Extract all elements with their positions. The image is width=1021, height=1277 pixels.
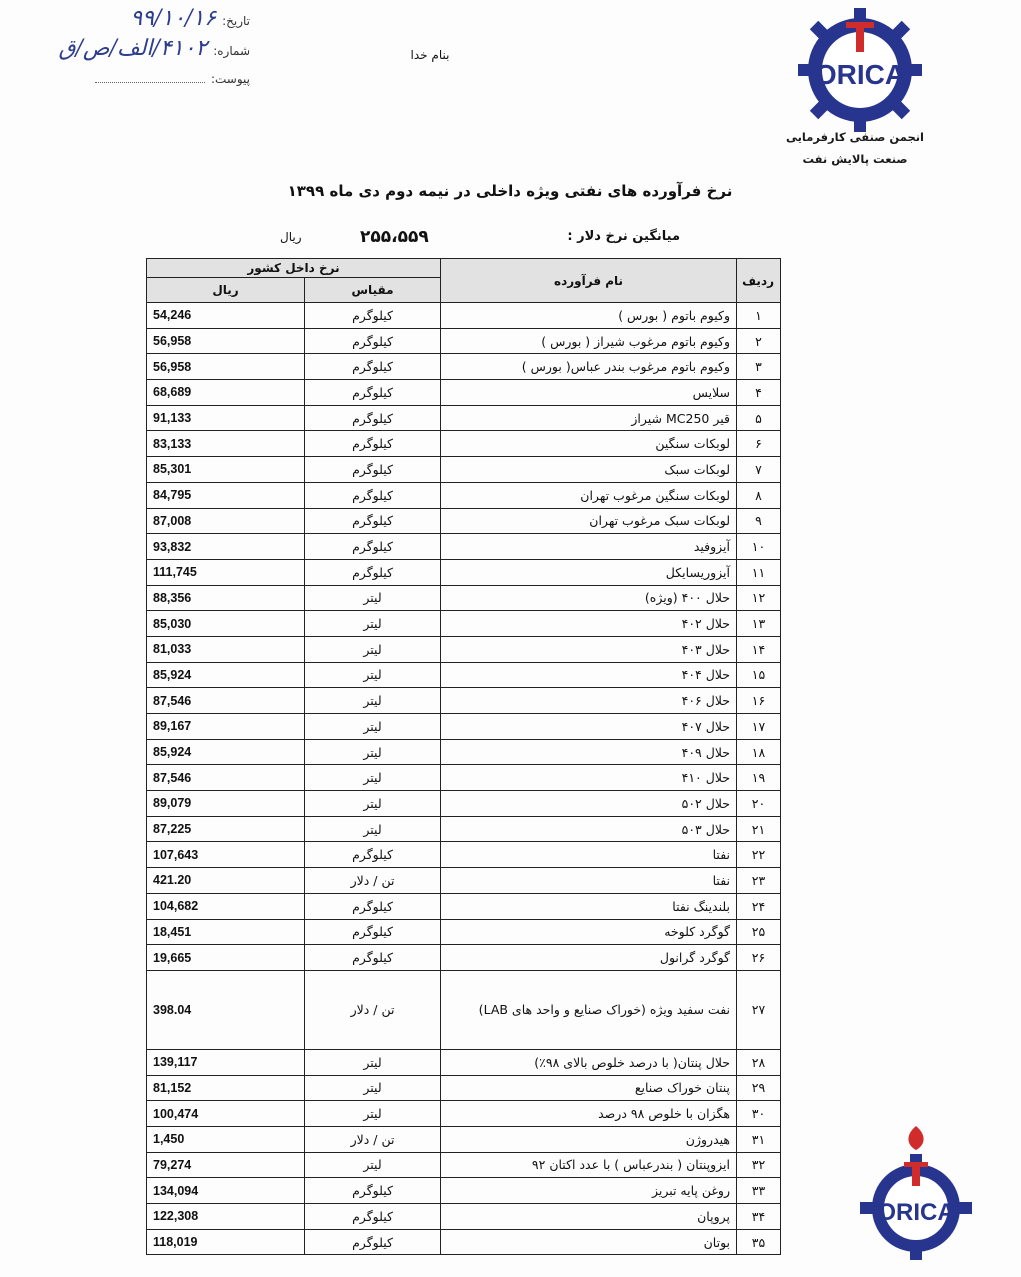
unit-cell: لیتر [305, 662, 441, 688]
row-number-cell: ۱۳ [737, 611, 781, 637]
product-name-cell: حلال پنتان( با درصد خلوص بالای ۹۸٪) [441, 1049, 737, 1075]
product-name-cell: حلال ۴۰۷ [441, 714, 737, 740]
product-name-cell: لوبکات سبک [441, 457, 737, 483]
table-row [147, 688, 781, 714]
price-cell: 85,301 [147, 457, 305, 483]
table-row [147, 303, 781, 329]
price-cell: 122,308 [147, 1204, 305, 1230]
date-row [130, 6, 250, 31]
product-name-cell: نفتا [441, 868, 737, 894]
product-name-cell: حلال ۴۱۰ [441, 765, 737, 791]
product-name-cell: بوتان [441, 1229, 737, 1255]
row-number-cell: ۲۲ [737, 842, 781, 868]
row-number-cell: ۱۲ [737, 585, 781, 611]
unit-cell: کیلوگرم [305, 1204, 441, 1230]
product-name-cell: حلال ۴۰۲ [441, 611, 737, 637]
table-row [147, 328, 781, 354]
unit-cell: لیتر [305, 739, 441, 765]
row-number-cell: ۲۵ [737, 919, 781, 945]
table-row [147, 970, 781, 1049]
table-row [147, 457, 781, 483]
table-row [147, 1229, 781, 1255]
price-cell: 83,133 [147, 431, 305, 457]
price-cell: 1,450 [147, 1126, 305, 1152]
price-cell: 91,133 [147, 405, 305, 431]
table-row [147, 1049, 781, 1075]
unit-cell: لیتر [305, 816, 441, 842]
product-name-cell: حلال ۵۰۳ [441, 816, 737, 842]
price-cell: 54,246 [147, 303, 305, 329]
unit-cell: کیلوگرم [305, 354, 441, 380]
document-title: نرخ فرآورده های نفتی ویژه داخلی در نیمه دوم دی ماه ۱۳۹۹ [287, 182, 733, 200]
row-number-cell: ۱۶ [737, 688, 781, 714]
letter-meta [20, 6, 250, 91]
table-row [147, 405, 781, 431]
row-number-cell: ۱۵ [737, 662, 781, 688]
table-row [147, 1101, 781, 1127]
row-number-cell: ۳۴ [737, 1204, 781, 1230]
product-name-cell: نفتا [441, 842, 737, 868]
price-table-body [147, 303, 781, 1255]
row-number-cell: ۱۰ [737, 534, 781, 560]
product-name-cell: ایزوپنتان ( بندرعباس ) با عدد اکتان ۹۲ [441, 1152, 737, 1178]
product-name-cell: نفت سفید ویژه (خوراک صنایع و واحد های LAB) [441, 970, 737, 1049]
price-cell: 81,152 [147, 1075, 305, 1101]
org-line-2: صنعت پالایش نفت [802, 152, 908, 166]
unit-cell: کیلوگرم [305, 508, 441, 534]
table-row [147, 816, 781, 842]
attachment-row [95, 72, 250, 86]
row-number-cell: ۲۶ [737, 945, 781, 971]
price-cell: 89,079 [147, 791, 305, 817]
table-row [147, 1178, 781, 1204]
row-number-cell: ۳۵ [737, 1229, 781, 1255]
price-cell: 19,665 [147, 945, 305, 971]
table-row [147, 945, 781, 971]
product-name-cell: حلال ۵۰۲ [441, 791, 737, 817]
price-cell: 85,924 [147, 739, 305, 765]
price-cell: 89,167 [147, 714, 305, 740]
price-cell: 87,546 [147, 688, 305, 714]
row-number-cell: ۲۰ [737, 791, 781, 817]
product-name-cell: هگزان با خلوص ۹۸ درصد [441, 1101, 737, 1127]
row-number-cell: ۸ [737, 482, 781, 508]
table-row [147, 662, 781, 688]
row-number-cell: ۴ [737, 380, 781, 406]
price-cell: 118,019 [147, 1229, 305, 1255]
table-row [147, 611, 781, 637]
price-cell: 85,924 [147, 662, 305, 688]
unit-cell: لیتر [305, 611, 441, 637]
row-number-cell: ۹ [737, 508, 781, 534]
price-cell: 398.04 [147, 970, 305, 1049]
row-number-cell: ۱۱ [737, 559, 781, 585]
price-cell: 56,958 [147, 354, 305, 380]
row-number-cell: ۱۷ [737, 714, 781, 740]
table-row [147, 559, 781, 585]
price-cell: 87,225 [147, 816, 305, 842]
product-name-cell: گوگرد گرانول [441, 945, 737, 971]
price-cell: 87,008 [147, 508, 305, 534]
product-name-cell: حلال ۴۰۹ [441, 739, 737, 765]
table-row [147, 714, 781, 740]
svg-text:ORICA: ORICA [877, 1199, 955, 1226]
unit-cell: کیلوگرم [305, 303, 441, 329]
row-number-cell: ۱ [737, 303, 781, 329]
price-cell: 79,274 [147, 1152, 305, 1178]
unit-cell: لیتر [305, 791, 441, 817]
orica-stamp-icon [856, 1122, 976, 1262]
product-name-cell: لوبکات سنگین [441, 431, 737, 457]
product-name-cell: سلایس [441, 380, 737, 406]
price-cell: 139,117 [147, 1049, 305, 1075]
product-name-cell: حلال ۴۰۴ [441, 662, 737, 688]
unit-cell: لیتر [305, 636, 441, 662]
table-row [147, 1204, 781, 1230]
orica-logo-icon [790, 4, 930, 134]
unit-cell: لیتر [305, 1049, 441, 1075]
row-number-cell: ۶ [737, 431, 781, 457]
logo-text: ORICA [814, 59, 906, 90]
exchange-rate-value: ۲۵۵،۵۵۹ [360, 227, 429, 247]
row-number-cell: ۵ [737, 405, 781, 431]
price-cell: 85,030 [147, 611, 305, 637]
unit-cell: کیلوگرم [305, 457, 441, 483]
table-row [147, 919, 781, 945]
header-product-name: نام فرآورده [441, 259, 737, 303]
price-cell: 56,958 [147, 328, 305, 354]
header-unit: مقیاس [305, 278, 441, 303]
table-row [147, 893, 781, 919]
number-value: ۴۱۰۲/الف/ص/ق [58, 36, 208, 61]
unit-cell: لیتر [305, 765, 441, 791]
unit-cell: کیلوگرم [305, 534, 441, 560]
row-number-cell: ۳۱ [737, 1126, 781, 1152]
unit-cell: کیلوگرم [305, 945, 441, 971]
table-row [147, 585, 781, 611]
price-cell: 18,451 [147, 919, 305, 945]
table-row [147, 739, 781, 765]
product-name-cell: وکیوم باتوم ( بورس ) [441, 303, 737, 329]
row-number-cell: ۲۳ [737, 868, 781, 894]
org-name [780, 126, 930, 170]
table-row [147, 868, 781, 894]
price-cell: 88,356 [147, 585, 305, 611]
table-row [147, 1075, 781, 1101]
date-label: تاریخ: [222, 14, 250, 28]
unit-cell: تن / دلار [305, 970, 441, 1049]
price-cell: 134,094 [147, 1178, 305, 1204]
unit-cell: لیتر [305, 585, 441, 611]
unit-cell: لیتر [305, 1152, 441, 1178]
unit-cell: تن / دلار [305, 1126, 441, 1152]
row-number-cell: ۳۰ [737, 1101, 781, 1127]
table-row [147, 380, 781, 406]
unit-cell: لیتر [305, 714, 441, 740]
row-number-cell: ۱۹ [737, 765, 781, 791]
unit-cell: کیلوگرم [305, 1178, 441, 1204]
unit-cell: کیلوگرم [305, 559, 441, 585]
row-number-cell: ۲۹ [737, 1075, 781, 1101]
table-row [147, 431, 781, 457]
product-name-cell: آیزوریسایکل [441, 559, 737, 585]
unit-cell: لیتر [305, 1101, 441, 1127]
price-cell: 81,033 [147, 636, 305, 662]
row-number-cell: ۲۱ [737, 816, 781, 842]
row-number-cell: ۱۴ [737, 636, 781, 662]
unit-cell: لیتر [305, 688, 441, 714]
attachment-label: پیوست: [210, 72, 250, 86]
price-table [146, 258, 781, 1255]
product-name-cell: لوبکات سنگین مرغوب تهران [441, 482, 737, 508]
price-cell: 87,546 [147, 765, 305, 791]
product-name-cell: وکیوم باتوم مرغوب بندر عباس( بورس ) [441, 354, 737, 380]
unit-cell: کیلوگرم [305, 1229, 441, 1255]
attachment-line [95, 82, 205, 83]
table-row [147, 1152, 781, 1178]
row-number-cell: ۲۴ [737, 893, 781, 919]
unit-cell: کیلوگرم [305, 893, 441, 919]
price-cell: 107,643 [147, 842, 305, 868]
row-number-cell: ۲ [737, 328, 781, 354]
unit-cell: تن / دلار [305, 868, 441, 894]
product-name-cell: حلال ۴۰۰ (ویژه) [441, 585, 737, 611]
row-number-cell: ۳۲ [737, 1152, 781, 1178]
unit-cell: کیلوگرم [305, 328, 441, 354]
price-cell: 93,832 [147, 534, 305, 560]
product-name-cell: پروپان [441, 1204, 737, 1230]
price-cell: 100,474 [147, 1101, 305, 1127]
exchange-rate-label: میانگین نرخ دلار : [567, 229, 680, 244]
unit-cell: کیلوگرم [305, 380, 441, 406]
table-row [147, 636, 781, 662]
org-line-1: انجمن صنفی کارفرمایی [785, 130, 925, 144]
table-row [147, 791, 781, 817]
product-name-cell: حلال ۴۰۶ [441, 688, 737, 714]
unit-cell: کیلوگرم [305, 842, 441, 868]
price-table-wrap [146, 258, 780, 1255]
row-number-cell: ۷ [737, 457, 781, 483]
unit-cell: کیلوگرم [305, 919, 441, 945]
price-cell: 111,745 [147, 559, 305, 585]
product-name-cell: بلندینگ نفتا [441, 893, 737, 919]
unit-cell: کیلوگرم [305, 405, 441, 431]
basmala: بنام خدا [410, 48, 450, 62]
table-row [147, 354, 781, 380]
row-number-cell: ۳ [737, 354, 781, 380]
table-row [147, 842, 781, 868]
table-row [147, 765, 781, 791]
row-number-cell: ۲۷ [737, 970, 781, 1049]
price-cell: 104,682 [147, 893, 305, 919]
product-name-cell: وکیوم باتوم مرغوب شیراز ( بورس ) [441, 328, 737, 354]
number-row [58, 36, 250, 61]
product-name-cell: لوبکات سبک مرغوب تهران [441, 508, 737, 534]
product-name-cell: پنتان خوراک صنایع [441, 1075, 737, 1101]
row-number-cell: ۱۸ [737, 739, 781, 765]
header-price: ریال [147, 278, 305, 303]
number-label: شماره: [213, 44, 250, 58]
table-row [147, 508, 781, 534]
table-row [147, 534, 781, 560]
exchange-rate [260, 227, 680, 249]
product-name-cell: قیر MC250 شیراز [441, 405, 737, 431]
header-row-number: ردیف [737, 259, 781, 303]
row-number-cell: ۳۳ [737, 1178, 781, 1204]
row-number-cell: ۲۸ [737, 1049, 781, 1075]
header-domestic-rate: نرخ داخل کشور [147, 259, 441, 278]
product-name-cell: گوگرد کلوخه [441, 919, 737, 945]
price-cell: 421.20 [147, 868, 305, 894]
unit-cell: کیلوگرم [305, 482, 441, 508]
date-value: ۹۹/۱۰/۱۶ [130, 6, 217, 31]
product-name-cell: آیزوفید [441, 534, 737, 560]
product-name-cell: روغن پایه تبریز [441, 1178, 737, 1204]
price-cell: 68,689 [147, 380, 305, 406]
table-row [147, 482, 781, 508]
product-name-cell: هیدروژن [441, 1126, 737, 1152]
product-name-cell: حلال ۴۰۳ [441, 636, 737, 662]
unit-cell: کیلوگرم [305, 431, 441, 457]
price-cell: 84,795 [147, 482, 305, 508]
unit-cell: لیتر [305, 1075, 441, 1101]
table-row [147, 1126, 781, 1152]
exchange-rate-unit: ریال [280, 230, 302, 244]
